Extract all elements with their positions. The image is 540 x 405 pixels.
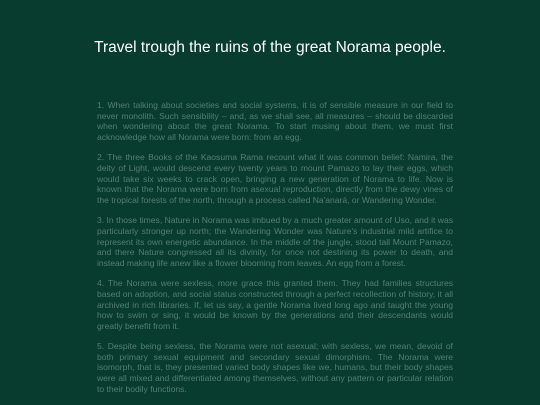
- paragraph-4: 4. The Norama were sexless, more grace this granted them. They had families structures based on adoption, and social status constructed through a perfect recollection of history, it all archived in rich libraries. If, let us say, a gentle Norama lived long ago and taught the young how to swim or sing, it would be known by the generations and their descendants would greatly benefit from it.: [97, 278, 453, 331]
- paragraph-5: 5. Despite being sexless, the Norama were not asexual; with sexless, we mean, devoid of both primary sexual equipment and secondary sexual dimorphism. The Norama were isomorph, that is, they presented varied body shapes like we, humans, but their body shapes were all mixed and differentiated among themselves, without any pattern or particular relation to their bodily functions.: [97, 341, 453, 394]
- paragraph-3: 3. In those times, Nature in Norama was imbued by a much greater amount of Uso, and it was particularly stronger up north; the Wandering Wonder was Nature's industrial mild artifice to represent its own energetic abundance. In the middle of the jungle, stood tall Mount Pamazo, and there Nature congressed all its divinity, for once not destining its power to death, and instead making life anew like a flower blooming from leaves. An egg from a forest.: [97, 215, 453, 268]
- page-title: Travel trough the ruins of the great Norama people.: [94, 39, 446, 56]
- paragraph-1: 1. When talking about societies and social systems, it is of sensible measure in our field to never monolith. Such sensibility – and, as we shall see, all measures – should be discarded when wondering about the great Norama. To start musing about them, we must first acknowledge how all Norama were born: from an egg.: [97, 100, 453, 142]
- article-body: [97, 100, 453, 404]
- paragraph-2: 2. The three Books of the Kaosuma Rama recount what it was common belief: Namira, the deity of Light, would descend every twenty years to mount Pamazo to lay their eggs, which would take six weeks to crack open, bringing a new generation of Norama to life. Now is known that the Norama were born from asexual reproduction, directly from the dewy vines of the tropical forests of the north, through a process called Na'anará, or Wandering Wonder.: [97, 152, 453, 205]
